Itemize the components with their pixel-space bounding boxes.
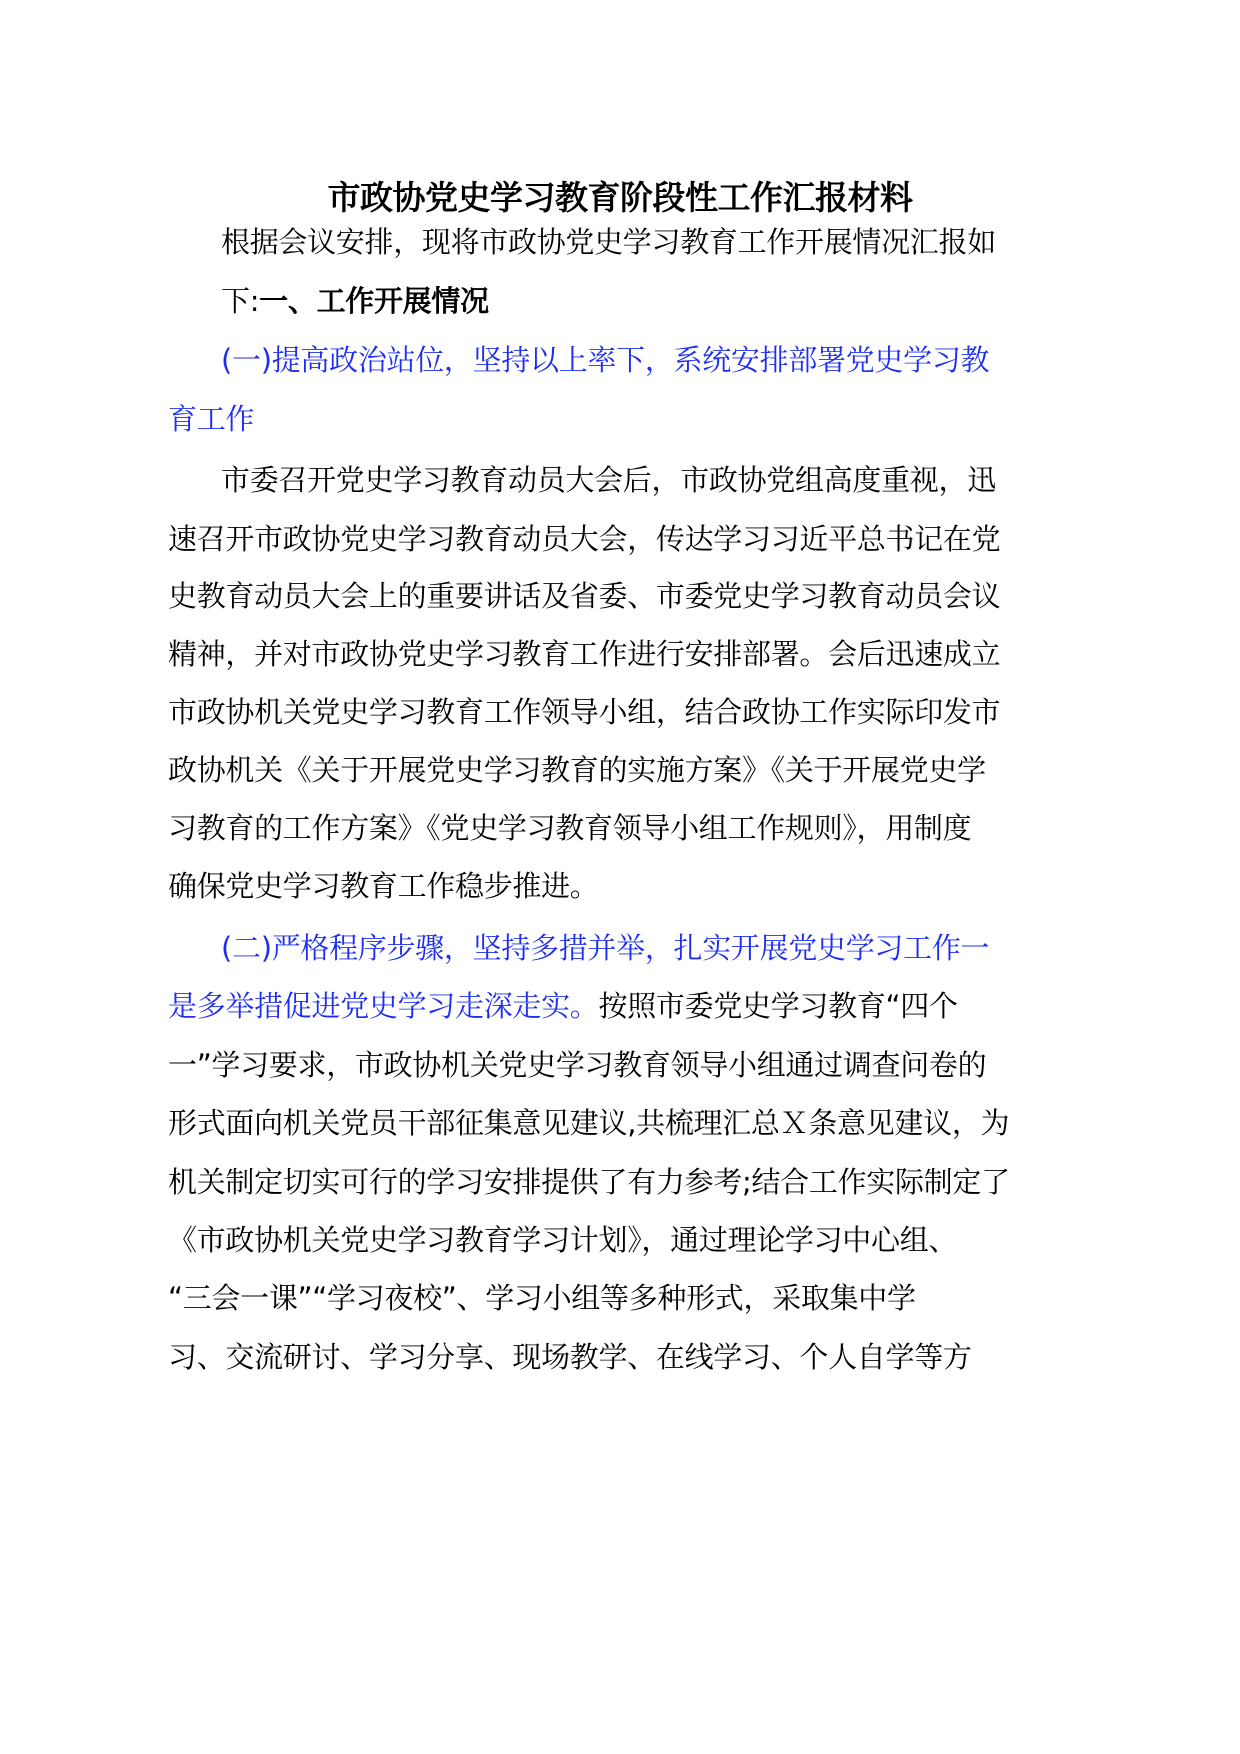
intro-line-1: 根据会议安排，现将市政协党史学习教育工作开展情况汇报如 [221, 225, 996, 259]
subheading-1-line-1: (一)提高政治站位，坚持以上率下，系统安排部署党史学习教 [221, 343, 990, 377]
paragraph-1-line: 政协机关《关于开展党史学习教育的实施方案》《关于开展党史学 [168, 753, 986, 787]
paragraph-1-line: 精神，并对市政协党史学习教育工作进行安排部署。会后迅速成立 [168, 637, 1001, 671]
paragraph-1-line: 市政协机关党史学习教育工作领导小组，结合政协工作实际印发市 [168, 695, 1001, 729]
intro-line-2-prefix: 下: [221, 284, 260, 318]
paragraph-2-line: 机关制定切实可行的学习安排提供了有力参考;结合工作实际制定了 [168, 1165, 1010, 1199]
subheading-1-line-2: 育工作 [168, 402, 255, 436]
paragraph-2-line: 习、交流研讨、学习分享、现场教学、在线学习、个人自学等方 [168, 1340, 972, 1374]
section-heading-work-status: 一、工作开展情况 [259, 284, 489, 318]
paragraph-1-line: 习教育的工作方案》《党史学习教育领导小组工作规则》，用制度 [168, 811, 972, 845]
paragraph-2-line: 《市政协机关党史学习教育学习计划》，通过理论学习中心组、 [168, 1223, 958, 1257]
intro-line-2 [221, 281, 489, 321]
paragraph-2-line: 一”学习要求，市政协机关党史学习教育领导小组通过调查问卷的 [168, 1048, 987, 1082]
paragraph-1-line: 市委召开党史学习教育动员大会后，市政协党组高度重视，迅 [221, 463, 996, 497]
subheading-2-line-2 [168, 986, 958, 1026]
paragraph-2-start: 按照市委党史学习教育“四个 [598, 989, 958, 1023]
subheading-2-lead: 是多举措促进党史学习走深走实。 [168, 989, 599, 1023]
paragraph-2-line: “三会一课”“学习夜校”、学习小组等多种形式，采取集中学 [168, 1281, 916, 1315]
paragraph-2-line: 形式面向机关党员干部征集意见建议,共梳理汇总Ｘ条意见建议，为 [168, 1106, 1010, 1140]
paragraph-1-line: 确保党史学习教育工作稳步推进。 [168, 869, 599, 903]
paragraph-1-line: 史教育动员大会上的重要讲话及省委、市委党史学习教育动员会议 [168, 579, 1001, 613]
document-title: 市政协党史学习教育阶段性工作汇报材料 [327, 178, 913, 217]
paragraph-1-line: 速召开市政协党史学习教育动员大会，传达学习习近平总书记在党 [168, 522, 1001, 556]
subheading-2-line-1: (二)严格程序步骤，坚持多措并举，扎实开展党史学习工作一 [221, 931, 990, 965]
